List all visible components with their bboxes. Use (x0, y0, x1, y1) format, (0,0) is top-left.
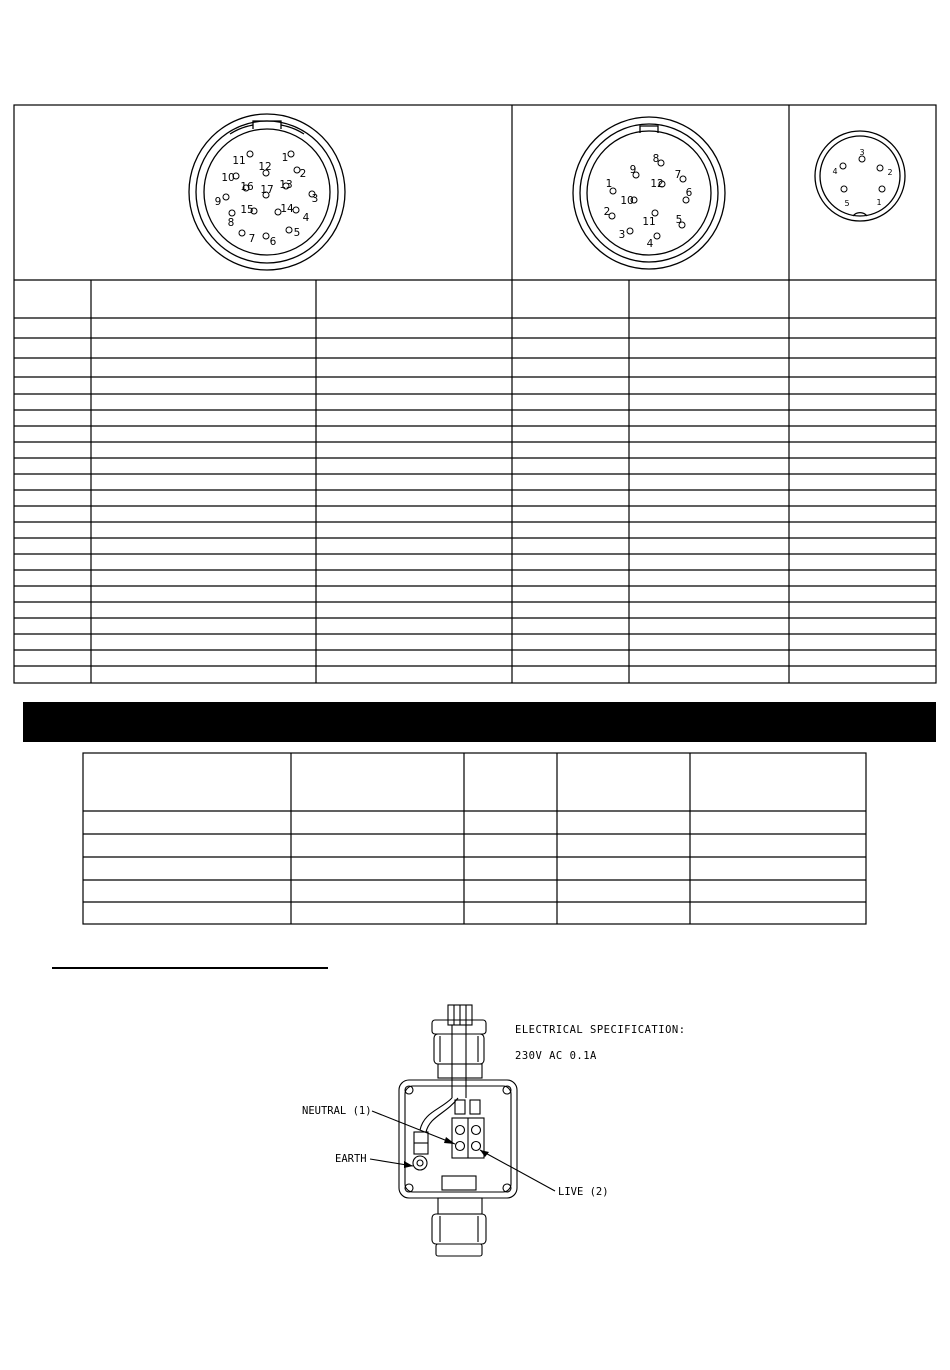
pin-number: 4 (646, 238, 654, 250)
pin-number: 11 (232, 155, 246, 167)
pin-number: 3 (859, 148, 865, 157)
pin-number: 2 (299, 168, 307, 180)
pin-hole (239, 230, 245, 236)
neutral-label: NEUTRAL (1) (302, 1105, 372, 1117)
top-cable (448, 1005, 472, 1025)
pin-number: 14 (280, 203, 294, 215)
pin-hole (293, 207, 299, 213)
pin-number: 17 (260, 184, 274, 196)
connector-19-pin-contacts (215, 151, 319, 248)
pin-number: 6 (685, 187, 693, 199)
pin-hole (627, 228, 633, 234)
pin-number: 12 (258, 161, 272, 173)
connector-5-pin-contacts (832, 148, 892, 208)
spec-table (0, 740, 950, 940)
wiring-spec-rating: 230V AC 0.1A (515, 1050, 597, 1062)
terminal-block (452, 1100, 484, 1158)
pin-number: 9 (629, 164, 637, 176)
pin-number: 10 (620, 195, 634, 207)
live-label: LIVE (2) (558, 1186, 609, 1198)
pin-number: 12 (650, 178, 664, 190)
pin-hole (288, 151, 294, 157)
junction-box (399, 1080, 517, 1198)
pin-number: 15 (240, 204, 254, 216)
connector-12-pin-contacts (604, 153, 693, 250)
pin-table-grid (14, 105, 936, 683)
pin-hole (877, 165, 883, 171)
pin-number: 16 (240, 181, 254, 193)
pin-number: 3 (618, 229, 626, 241)
spec-table-border (83, 753, 866, 924)
pin-hole (247, 151, 253, 157)
pin-number: 4 (302, 212, 310, 224)
pin-number: 6 (269, 236, 277, 248)
pin-hole (841, 186, 847, 192)
pin-number: 1 (605, 178, 613, 190)
bottom-cable-gland (432, 1198, 486, 1256)
pin-number: 4 (832, 167, 838, 176)
pin-hole (229, 210, 235, 216)
pin-number: 8 (227, 217, 235, 229)
pin-number: 5 (844, 199, 850, 208)
pin-number: 9 (214, 196, 222, 208)
pin-hole (263, 233, 269, 239)
pin-number: 5 (675, 214, 683, 226)
pin-number: 1 (876, 198, 882, 207)
pin-number: 8 (652, 153, 660, 165)
pin-number: 3 (311, 193, 319, 205)
spec-table-grid (83, 753, 866, 924)
pin-number: 7 (674, 169, 682, 181)
pin-number: 11 (642, 216, 656, 228)
section-header-bar (23, 702, 936, 742)
top-cable-gland (432, 1020, 486, 1098)
section-underline (52, 967, 328, 969)
label-leader-lines (370, 1111, 555, 1191)
label-arrowheads (404, 1137, 489, 1168)
pin-number: 5 (293, 227, 301, 239)
pin-hole (286, 227, 292, 233)
pin-hole (223, 194, 229, 200)
pin-number: 7 (248, 233, 256, 245)
earth-wire (413, 1098, 458, 1170)
earth-label: EARTH (335, 1153, 367, 1165)
pin-number: 1 (281, 152, 289, 164)
pin-number: 2 (603, 206, 611, 218)
pin-number: 2 (887, 168, 893, 177)
pin-hole (654, 233, 660, 239)
pin-hole (840, 163, 846, 169)
pin-hole (879, 186, 885, 192)
pin-number: 10 (221, 172, 235, 184)
pin-number: 13 (279, 179, 293, 191)
wiring-spec-title: ELECTRICAL SPECIFICATION: (515, 1024, 686, 1036)
